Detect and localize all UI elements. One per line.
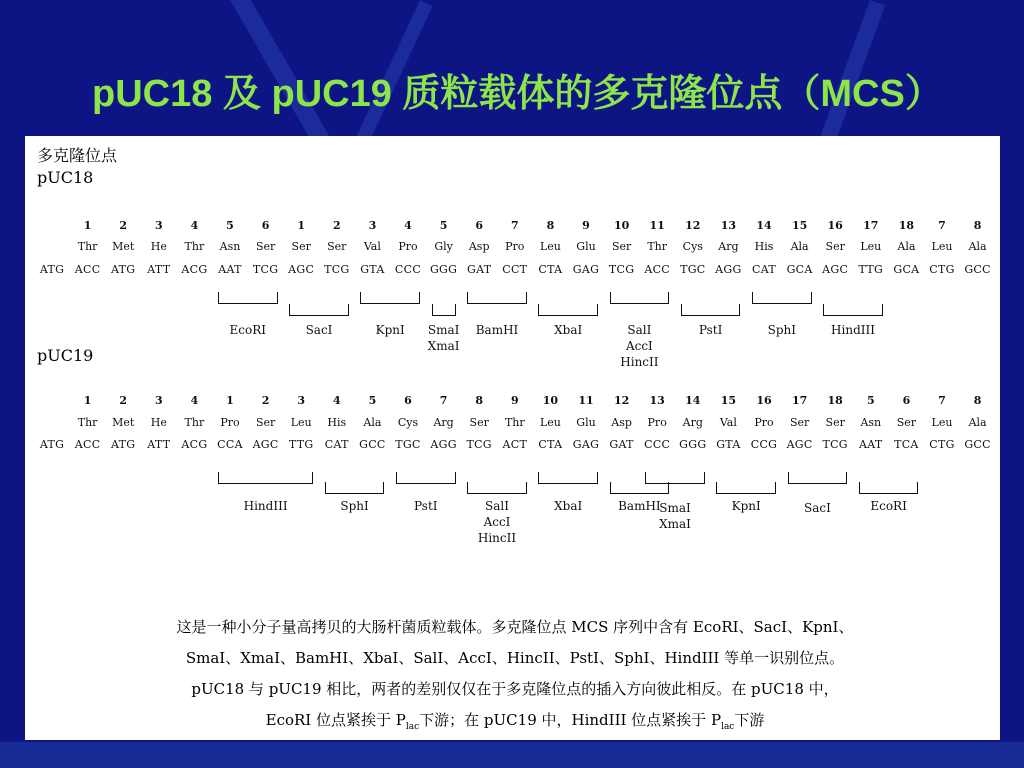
- description-line: SmaI、XmaI、BamHI、XbaI、SalI、AccI、HincII、PstI、SphI、HindIII 等单一识别位点。: [185, 649, 845, 667]
- puc18-amino-acid: Arg: [718, 240, 739, 253]
- puc18-amino-acid: Gly: [434, 240, 453, 253]
- puc18-site-bracket: [538, 304, 598, 316]
- puc18-codon-number: 2: [332, 219, 341, 232]
- puc19-label: pUC19: [37, 346, 94, 365]
- puc19-codon-number: 10: [542, 394, 559, 407]
- puc19-amino-acid: Ser: [896, 416, 917, 429]
- puc18-amino-acid: Pro: [505, 240, 525, 253]
- puc19-site-label-extra: XmaI: [659, 517, 691, 531]
- puc18-site-bracket: [218, 292, 278, 304]
- puc18-amino-acid: Ser: [825, 240, 845, 253]
- puc18-codon: TTG: [858, 263, 884, 276]
- puc18-codon: AGC: [288, 263, 315, 276]
- puc19-codon: ACC: [74, 438, 101, 451]
- puc19-site-bracket: [538, 472, 598, 484]
- puc18-codon-number: 18: [898, 219, 915, 232]
- puc19-amino-acid: Ser: [789, 416, 810, 429]
- puc19-amino-acid: Pro: [647, 416, 667, 429]
- puc18-codon-number: 2: [119, 219, 128, 232]
- puc19-codon-number: 5: [866, 394, 875, 407]
- puc19-codon: CTA: [538, 438, 563, 451]
- puc19-amino-acid: Ser: [825, 416, 845, 429]
- mcs-diagram-panel: [25, 136, 1000, 740]
- puc19-codon: CCC: [644, 438, 671, 451]
- puc19-codon-number: 18: [827, 394, 843, 407]
- puc18-codon-number: 7: [938, 219, 946, 232]
- puc19-site-label: SphI: [340, 499, 369, 513]
- puc18-amino-acid: Ala: [790, 240, 809, 253]
- puc19-codon-number: 1: [226, 394, 234, 407]
- puc18-amino-acid: Asp: [468, 240, 490, 253]
- puc18-amino-acid: Ser: [255, 240, 276, 253]
- puc19-site-bracket: [716, 482, 776, 494]
- puc18-amino-acid: Cys: [682, 240, 703, 253]
- puc18-codon-number: 9: [582, 219, 590, 232]
- puc18-codon: TCG: [252, 263, 279, 276]
- puc19-site-label: SacI: [803, 501, 831, 515]
- puc19-codon-number: 13: [649, 394, 665, 407]
- puc18-codon-number: 11: [649, 219, 665, 232]
- puc19-codon: GCC: [359, 438, 386, 451]
- puc18-site-label: SalI: [627, 323, 652, 337]
- puc19-amino-acid: Leu: [539, 416, 561, 429]
- puc19-amino-acid: Met: [112, 416, 135, 429]
- puc18-codon: AAT: [218, 263, 242, 276]
- puc18-codon-number: 6: [261, 219, 270, 232]
- puc19-codon: CCA: [217, 438, 243, 451]
- puc19-amino-acid: Arg: [682, 416, 703, 429]
- puc18-codon-number: 13: [720, 219, 737, 232]
- puc19-codon-number: 8: [475, 394, 484, 407]
- puc18-codon-number: 4: [190, 219, 199, 232]
- puc18-codon-number: 6: [475, 219, 484, 232]
- puc18-codon: ACC: [644, 263, 671, 276]
- puc19-site-label: BamHI: [618, 499, 661, 513]
- puc18-codon-number: 3: [368, 219, 377, 232]
- puc18-codon-number: 5: [439, 219, 448, 232]
- puc19-site-bracket: [467, 482, 527, 494]
- puc19-amino-acid: Pro: [220, 416, 240, 429]
- puc18-amino-acid: Val: [363, 240, 381, 253]
- puc18-codon: GCA: [786, 263, 813, 276]
- puc18-codon: ATG: [39, 263, 65, 276]
- puc19-site-label: XbaI: [554, 499, 583, 513]
- puc19-amino-acid: Ala: [363, 416, 382, 429]
- puc18-codon-number: 3: [154, 219, 163, 232]
- puc18-label: pUC18: [37, 168, 94, 187]
- puc18-site-label-extra: XmaI: [427, 339, 460, 353]
- puc19-codon-number: 14: [685, 394, 701, 407]
- puc19-amino-acid: Asn: [860, 416, 882, 429]
- puc19-codon-number: 15: [720, 394, 737, 407]
- puc19-codon: AGG: [430, 438, 457, 451]
- background-stripe: [0, 742, 1024, 768]
- puc19-codon: AGC: [252, 438, 279, 451]
- puc18-site-bracket: [681, 304, 741, 316]
- puc19-codon-number: 4: [190, 394, 199, 407]
- puc18-site-label: SmaI: [427, 323, 460, 337]
- puc19-codon-number: 3: [297, 394, 306, 407]
- puc18-codon: TCG: [324, 263, 350, 276]
- puc18-codon: ACC: [74, 263, 101, 276]
- puc18-codon: TGC: [680, 263, 706, 276]
- puc19-codon-number: 2: [119, 394, 128, 407]
- puc19-codon-number: 11: [578, 394, 594, 407]
- puc19-site-bracket: [218, 472, 313, 484]
- puc19-codon-number: 6: [404, 394, 412, 407]
- puc18-site-bracket: [752, 292, 812, 304]
- puc18-amino-acid: Thr: [647, 240, 668, 253]
- description-line: pUC18 与 pUC19 相比，两者的差别仅仅在于多克隆位点的插入方向彼此相反。在 pUC18 中，: [191, 680, 839, 698]
- puc19-amino-acid: Ser: [469, 416, 489, 429]
- diagram-heading: 多克隆位点: [37, 146, 118, 165]
- puc18-codon-number: 16: [827, 219, 843, 232]
- puc19-codon-number: 7: [439, 394, 448, 407]
- puc19-codon: AGC: [786, 438, 813, 451]
- puc18-site-label-extra: HincII: [620, 355, 659, 369]
- puc19-codon: CTG: [929, 438, 955, 451]
- puc19-site-label: EcoRI: [870, 499, 907, 513]
- puc19-site-bracket: [859, 482, 919, 494]
- puc19-codon-number: 3: [154, 394, 163, 407]
- puc18-codon-number: 12: [685, 219, 701, 232]
- puc19-codon: ACG: [181, 438, 208, 451]
- puc18-codon: CCC: [394, 263, 422, 276]
- puc18-amino-acid: Thr: [77, 240, 98, 253]
- puc19-codon: GCC: [964, 438, 991, 451]
- puc18-site-label: PstI: [698, 323, 723, 337]
- puc18-codon: ATG: [111, 263, 136, 276]
- puc18-amino-acid: He: [150, 240, 167, 253]
- puc18-site-label: HindIII: [831, 323, 875, 337]
- puc18-site-label-extra: AccI: [625, 339, 653, 353]
- puc19-codon: CCG: [750, 438, 778, 451]
- puc18-site-bracket: [432, 304, 456, 316]
- puc19-amino-acid: Leu: [290, 416, 312, 429]
- puc19-site-bracket: [396, 472, 456, 484]
- puc18-site-bracket: [467, 292, 527, 304]
- puc18-codon: TCG: [608, 263, 635, 276]
- puc19-codon-number: 9: [510, 394, 519, 407]
- puc19-codon: TCG: [822, 438, 848, 451]
- puc19-site-label: HindIII: [243, 499, 288, 513]
- puc19-codon-number: 6: [902, 394, 911, 407]
- puc19-amino-acid: Ala: [968, 416, 987, 429]
- puc18-amino-acid: Pro: [398, 240, 418, 253]
- puc19-codon: ATT: [147, 438, 171, 451]
- puc19-site-bracket: [788, 472, 848, 484]
- puc19-amino-acid: Ser: [255, 416, 276, 429]
- puc18-codon: CAT: [752, 263, 776, 276]
- puc19-codon: TCG: [466, 438, 492, 451]
- puc18-amino-acid: Thr: [184, 240, 205, 253]
- puc19-codon: GTA: [716, 438, 741, 451]
- puc19-site-bracket: [325, 482, 385, 494]
- puc19-amino-acid: Val: [719, 416, 737, 429]
- puc19-amino-acid: Pro: [754, 416, 774, 429]
- puc18-amino-acid: Ala: [897, 240, 916, 253]
- puc18-codon-number: 15: [791, 219, 808, 232]
- puc18-codon-number: 5: [226, 219, 234, 232]
- puc18-amino-acid: Met: [112, 240, 135, 253]
- puc19-codon: GAG: [572, 438, 600, 451]
- puc19-amino-acid: He: [150, 416, 167, 429]
- puc19-site-label: KpnI: [731, 499, 761, 513]
- puc18-amino-acid: Ser: [291, 240, 311, 253]
- puc19-amino-acid: His: [327, 416, 347, 429]
- puc19-codon: CAT: [324, 438, 349, 451]
- puc18-site-label: BamHI: [475, 323, 519, 337]
- puc18-codon-number: 1: [297, 219, 306, 232]
- puc18-site-label: XbaI: [554, 323, 583, 337]
- puc18-codon: CTG: [929, 263, 955, 276]
- puc19-site-label-extra: HincII: [477, 531, 517, 545]
- puc19-codon: ATG: [39, 438, 65, 451]
- puc19-codon-number: 17: [791, 394, 808, 407]
- puc19-amino-acid: Thr: [77, 416, 98, 429]
- puc19-codon-number: 2: [261, 394, 270, 407]
- puc18-amino-acid: Leu: [931, 240, 953, 253]
- puc19-codon: TGC: [395, 438, 421, 451]
- puc19-amino-acid: Asp: [611, 416, 632, 429]
- puc18-codon-number: 14: [756, 219, 772, 232]
- puc19-amino-acid: Leu: [931, 416, 953, 429]
- puc18-codon: GAG: [572, 263, 600, 276]
- puc19-codon: GAT: [609, 438, 634, 451]
- puc18-site-bracket: [610, 292, 670, 304]
- puc19-site-label: SalI: [485, 499, 509, 513]
- puc18-codon: AGG: [715, 263, 742, 276]
- puc18-site-bracket: [360, 292, 420, 304]
- puc18-amino-acid: Ala: [968, 240, 987, 253]
- puc18-site-bracket: [289, 304, 349, 316]
- puc19-codon: ATG: [111, 438, 136, 451]
- puc19-amino-acid: Cys: [397, 416, 419, 429]
- puc19-codon-number: 16: [756, 394, 772, 407]
- puc18-amino-acid: Ser: [611, 240, 632, 253]
- puc18-codon: GAT: [467, 263, 492, 276]
- puc18-codon: GTA: [360, 263, 385, 276]
- puc19-amino-acid: Glu: [576, 416, 596, 429]
- slide-title: pUC18 及 pUC19 质粒载体的多克隆位点（MCS）: [92, 73, 943, 115]
- puc18-codon-number: 7: [510, 219, 519, 232]
- puc19-site-label: PstI: [414, 499, 438, 513]
- puc19-codon-number: 12: [613, 394, 630, 407]
- puc19-codon-number: 1: [83, 394, 92, 407]
- puc18-site-label: EcoRI: [229, 323, 267, 337]
- puc19-codon: TCA: [894, 438, 919, 451]
- puc18-site-label: SacI: [305, 323, 333, 337]
- puc18-codon-number: 8: [973, 219, 982, 232]
- puc18-amino-acid: His: [754, 240, 774, 253]
- puc19-codon-number: 5: [368, 394, 377, 407]
- puc18-site-label: SphI: [767, 323, 796, 337]
- puc18-amino-acid: Leu: [539, 240, 561, 253]
- puc18-codon-number: 17: [863, 219, 879, 232]
- puc19-codon: TTG: [288, 438, 314, 451]
- puc18-amino-acid: Glu: [576, 240, 596, 253]
- puc19-amino-acid: Thr: [184, 416, 205, 429]
- puc18-amino-acid: Ser: [327, 240, 347, 253]
- puc19-codon: ACT: [502, 438, 528, 451]
- puc19-codon-number: 4: [332, 394, 341, 407]
- puc19-codon-number: 8: [973, 394, 982, 407]
- puc18-codon-number: 4: [404, 219, 412, 232]
- description: [85, 612, 945, 740]
- puc19-site-label: SmaI: [659, 501, 691, 515]
- puc18-codon-number: 10: [613, 219, 630, 232]
- description-line: EcoRI 位点紧挨于 $P_{lac}$下游；在 pUC19 中，HindIII 位点紧挨于 $P_{lac}$下游: [265, 711, 765, 732]
- puc18-codon: ATT: [147, 263, 171, 276]
- puc18-codon-number: 8: [546, 219, 555, 232]
- puc19-amino-acid: Arg: [433, 416, 454, 429]
- puc18-site-bracket: [823, 304, 883, 316]
- puc18-codon: ACG: [181, 263, 208, 276]
- puc18-site-label: KpnI: [375, 323, 405, 337]
- puc18-codon: CCT: [502, 263, 528, 276]
- puc18-codon: GCC: [964, 263, 991, 276]
- description-line: 这是一种小分子量高拷贝的大肠杆菌质粒载体。多克隆位点 MCS 序列中含有 EcoRI、SacI、KpnI、: [176, 618, 854, 636]
- puc18-codon: AGC: [822, 263, 849, 276]
- puc19-site-label-extra: AccI: [483, 515, 511, 529]
- puc18-amino-acid: Asn: [219, 240, 241, 253]
- puc19-site-bracket: [645, 472, 705, 484]
- puc19-codon: AAT: [859, 438, 883, 451]
- puc19-codon: GGG: [679, 438, 707, 451]
- puc18-amino-acid: Leu: [860, 240, 882, 253]
- puc18-codon: GGG: [429, 263, 458, 276]
- puc19-codon-number: 7: [938, 394, 946, 407]
- puc18-codon: GCA: [893, 263, 920, 276]
- puc19-amino-acid: Thr: [504, 416, 525, 429]
- puc18-codon-number: 1: [83, 219, 92, 232]
- puc18-codon: CTA: [538, 263, 563, 276]
